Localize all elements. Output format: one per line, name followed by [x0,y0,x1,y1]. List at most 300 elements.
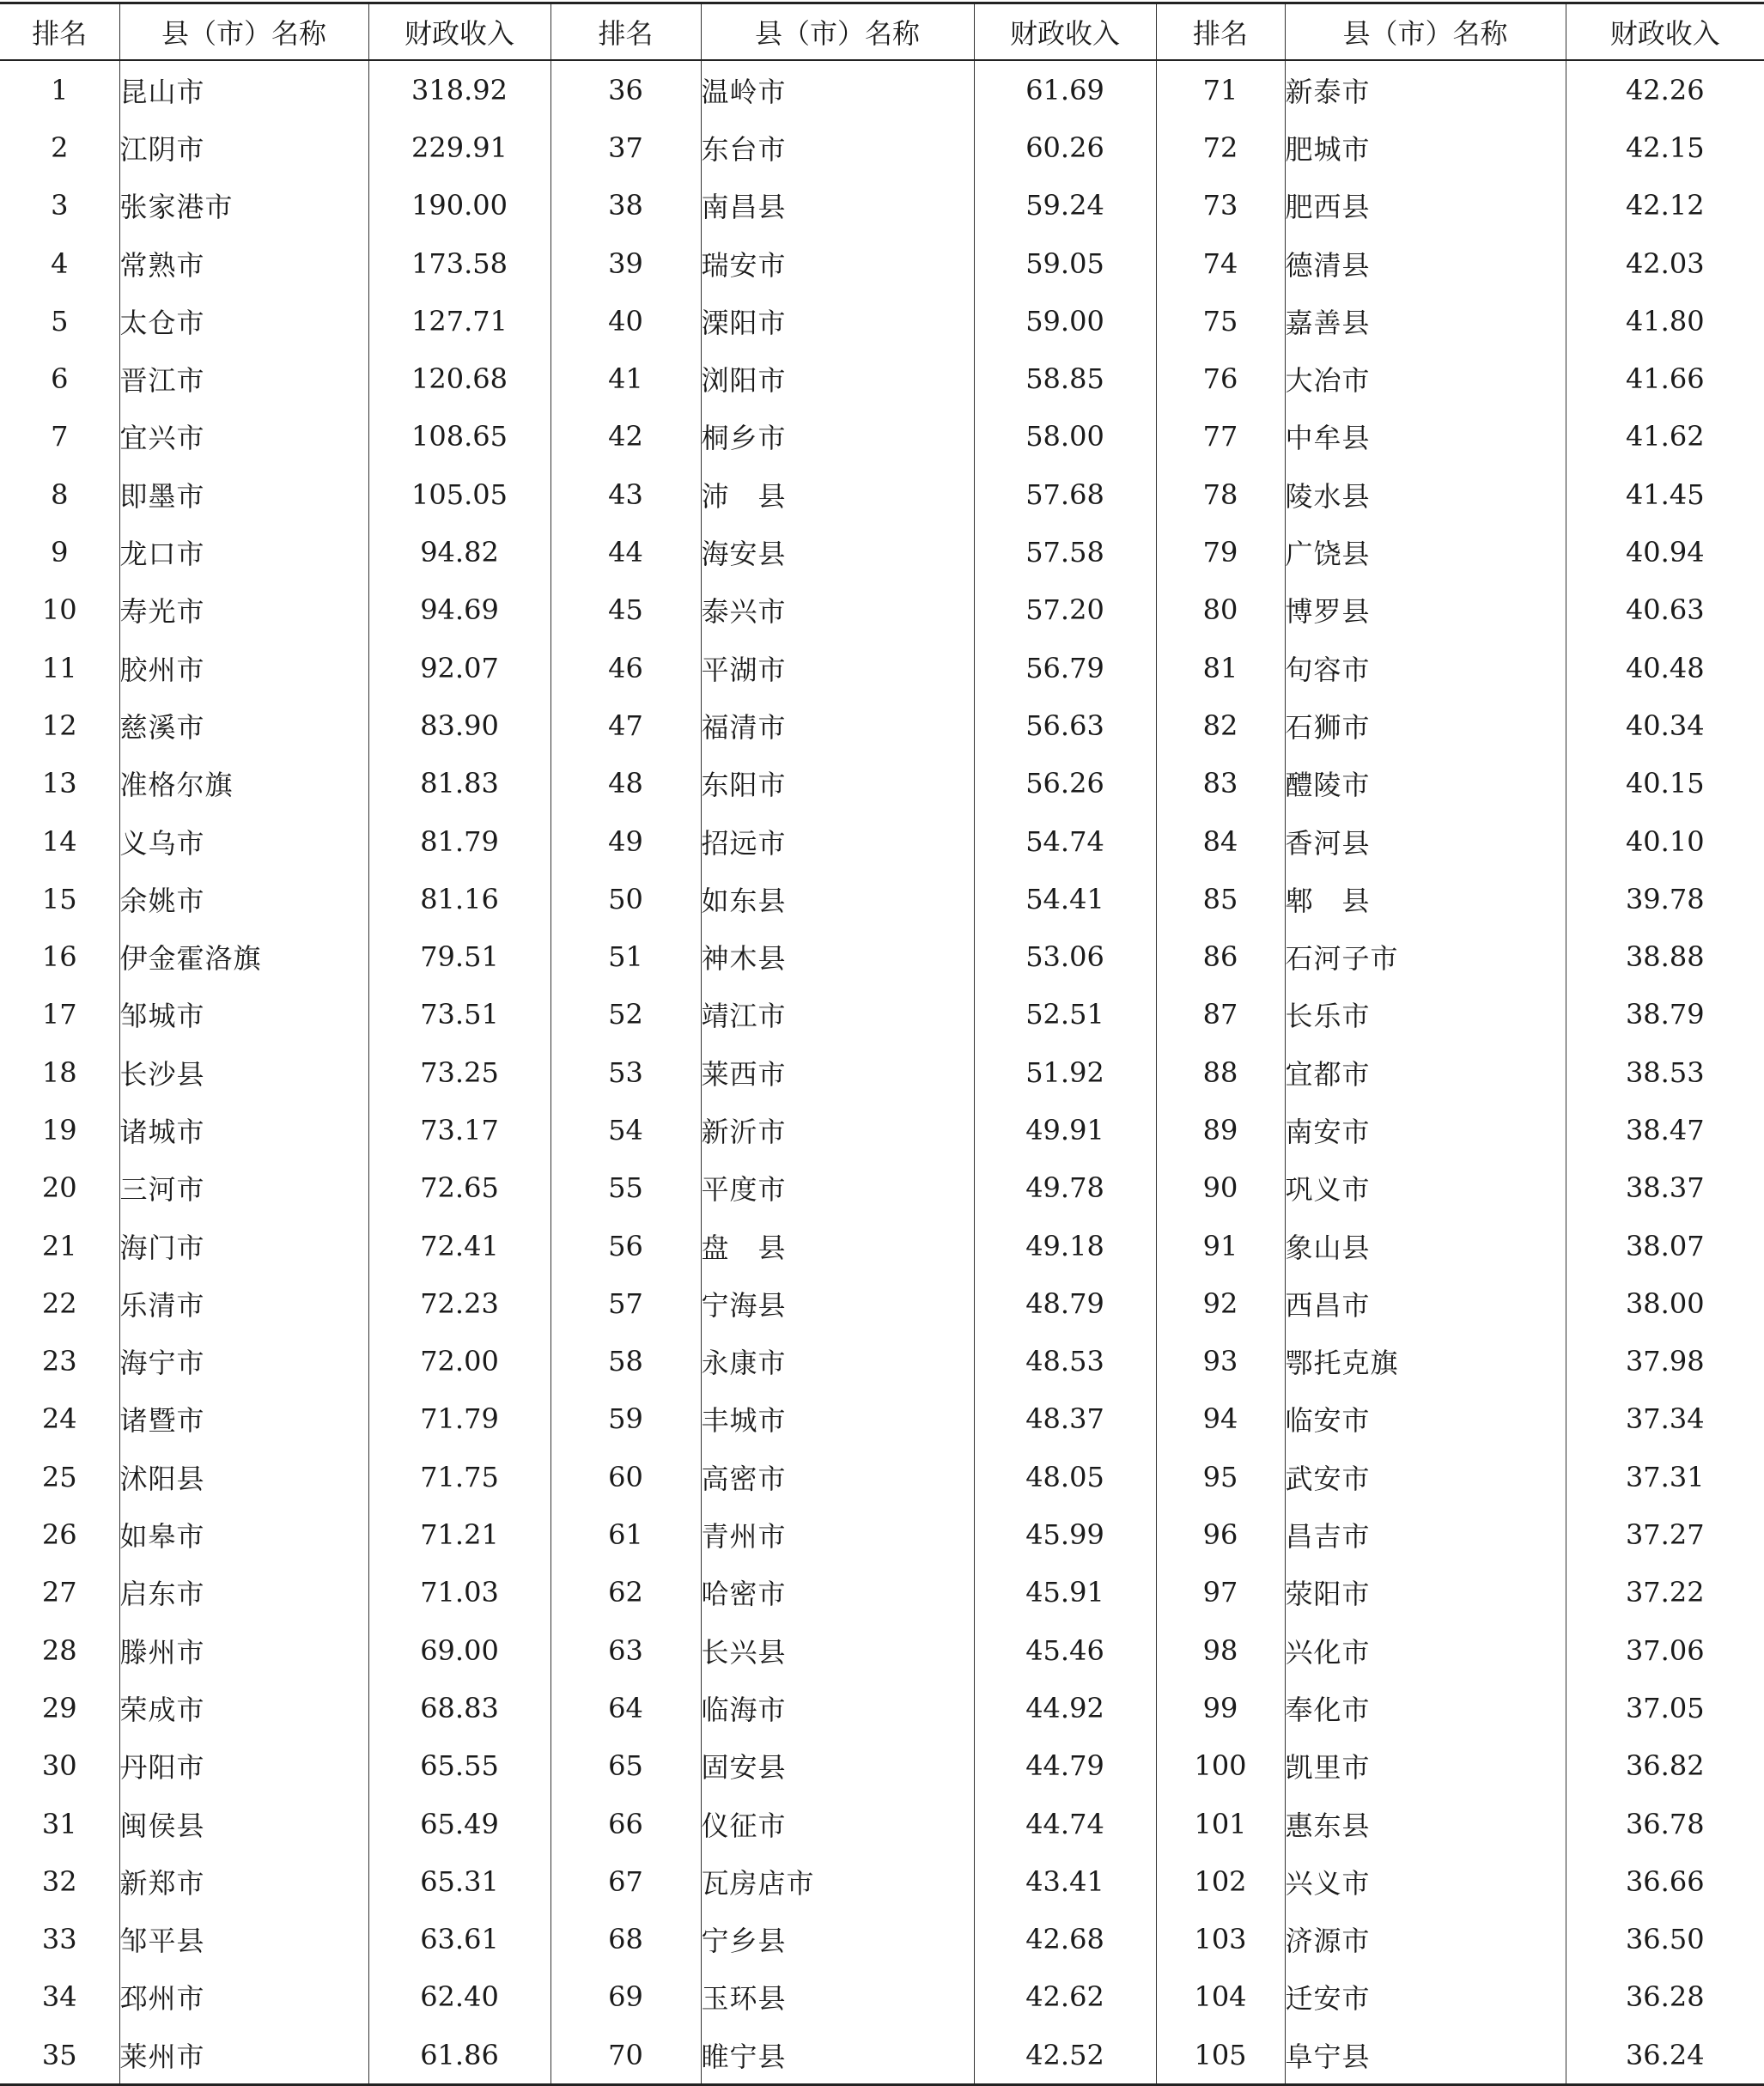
rank-cell: 10 [41,593,77,627]
county-name-cell: 南昌县 [701,177,974,234]
rank-cell: 78 [1156,465,1285,523]
rank-cell: 66 [550,1795,701,1852]
rank-cell: 52 [550,986,701,1043]
rank-cell: 105 [1156,2026,1285,2085]
county-name-cell: 石河子市 [1285,927,1566,985]
county-name-cell: 靖江市 [701,986,974,1043]
revenue-cell: 48.79 [974,1274,1156,1332]
county-name-cell: 海宁市 [119,1333,368,1390]
rank-cell: 55 [550,1159,701,1217]
revenue-cell: 38.79 [1566,986,1764,1043]
county-name-cell: 玉环县 [701,1968,974,2026]
revenue-cell: 37.98 [1566,1333,1764,1390]
revenue-cell: 52.51 [974,986,1156,1043]
revenue-cell: 105.05 [368,465,550,523]
rank-cell: 61 [550,1505,701,1563]
revenue-cell: 81.16 [368,870,550,927]
county-name-cell: 博罗县 [1285,581,1566,639]
county-name-cell: 神木县 [701,927,974,985]
county-name-cell: 宁乡县 [701,1911,974,1968]
county-name-cell: 肥西县 [1285,177,1566,234]
revenue-cell: 73.25 [368,1043,550,1101]
rank-cell: 41 [550,350,701,407]
rank-cell: 29 [41,1691,77,1724]
rank-cell: 77 [1156,408,1285,465]
table-row [0,1101,1764,1159]
revenue-cell: 36.50 [1566,1911,1764,1968]
county-name-cell: 海门市 [119,1217,368,1274]
rank-cell: 92 [1156,1274,1285,1332]
rank-cell: 100 [1156,1737,1285,1795]
county-name-cell: 浏阳市 [701,350,974,407]
rank-cell: 50 [550,870,701,927]
revenue-cell: 72.41 [368,1217,550,1274]
revenue-cell: 58.00 [974,408,1156,465]
rank-cell: 40 [550,292,701,350]
revenue-cell: 40.15 [1566,755,1764,812]
rank-cell: 48 [550,755,701,812]
county-name-cell: 莱州市 [119,2026,368,2085]
revenue-cell: 37.05 [1566,1679,1764,1736]
revenue-cell: 49.91 [974,1101,1156,1159]
rank-cell: 26 [41,1518,77,1552]
rank-cell: 71 [1156,60,1285,119]
revenue-cell: 92.07 [368,639,550,696]
county-name-cell: 固安县 [701,1737,974,1795]
rank-cell: 37 [550,119,701,176]
revenue-cell: 36.66 [1566,1852,1764,1910]
county-name-cell: 临安市 [1285,1390,1566,1448]
rank-cell: 93 [1156,1333,1285,1390]
rank-cell: 51 [550,927,701,985]
table-row [0,870,1764,927]
rank-cell: 80 [1156,581,1285,639]
rank-cell: 39 [550,234,701,292]
table-row [0,1333,1764,1390]
revenue-cell: 54.41 [974,870,1156,927]
county-name-cell: 海安县 [701,523,974,581]
revenue-cell: 61.69 [974,60,1156,119]
rank-cell: 67 [550,1852,701,1910]
table-row [0,1564,1764,1621]
table-row [0,523,1764,581]
county-name-cell: 中牟县 [1285,408,1566,465]
rank-cell: 90 [1156,1159,1285,1217]
county-name-cell: 石狮市 [1285,696,1566,754]
revenue-cell: 59.24 [974,177,1156,234]
table-row [0,1390,1764,1448]
rank-cell: 20 [41,1171,77,1205]
revenue-cell: 42.26 [1566,60,1764,119]
revenue-cell: 37.27 [1566,1505,1764,1563]
rank-cell: 49 [550,812,701,870]
rank-cell: 6 [51,362,69,396]
county-name-cell: 慈溪市 [119,696,368,754]
revenue-cell: 65.55 [368,1737,550,1795]
revenue-cell: 54.74 [974,812,1156,870]
revenue-cell: 49.78 [974,1159,1156,1217]
county-name-cell: 瑞安市 [701,234,974,292]
rank-cell: 14 [41,824,77,858]
revenue-cell: 62.40 [368,1968,550,2026]
table-row [0,177,1764,234]
revenue-cell: 65.31 [368,1852,550,1910]
rank-cell: 34 [41,1980,77,2014]
county-name-cell: 龙口市 [119,523,368,581]
revenue-cell: 127.71 [368,292,550,350]
county-name-cell: 南安市 [1285,1101,1566,1159]
revenue-cell: 37.31 [1566,1448,1764,1505]
table-row [0,1043,1764,1101]
table-row [0,2026,1764,2085]
rank-cell: 86 [1156,927,1285,985]
revenue-cell: 38.53 [1566,1043,1764,1101]
county-name-cell: 仪征市 [701,1795,974,1852]
county-name-cell: 临海市 [701,1679,974,1736]
revenue-cell: 229.91 [368,119,550,176]
county-name-cell: 莱西市 [701,1043,974,1101]
table-row [0,350,1764,407]
rank-cell: 64 [550,1679,701,1736]
county-name-cell: 盘 县 [701,1217,974,1274]
revenue-cell: 42.62 [974,1968,1156,2026]
header-county-name: 县（市）名称 [1285,3,1566,61]
rank-cell: 69 [550,1968,701,2026]
revenue-cell: 71.79 [368,1390,550,1448]
revenue-cell: 36.24 [1566,2026,1764,2085]
table-row [0,60,1764,119]
county-name-cell: 永康市 [701,1333,974,1390]
county-name-cell: 广饶县 [1285,523,1566,581]
revenue-cell: 83.90 [368,696,550,754]
rank-cell: 17 [41,998,77,1031]
county-name-cell: 肥城市 [1285,119,1566,176]
rank-cell: 32 [41,1864,77,1898]
revenue-cell: 42.52 [974,2026,1156,2085]
county-name-cell: 鄂托克旗 [1285,1333,1566,1390]
county-name-cell: 平湖市 [701,639,974,696]
county-name-cell: 平度市 [701,1159,974,1217]
revenue-cell: 72.00 [368,1333,550,1390]
county-name-cell: 启东市 [119,1564,368,1621]
county-name-cell: 余姚市 [119,870,368,927]
revenue-cell: 40.94 [1566,523,1764,581]
table-body [0,60,1764,2085]
county-name-cell: 邹城市 [119,986,368,1043]
rank-cell: 43 [550,465,701,523]
revenue-cell: 51.92 [974,1043,1156,1101]
county-name-cell: 招远市 [701,812,974,870]
rank-cell: 73 [1156,177,1285,234]
revenue-cell: 73.17 [368,1101,550,1159]
county-name-cell: 乐清市 [119,1274,368,1332]
rank-cell: 5 [51,304,69,338]
rank-cell: 42 [550,408,701,465]
revenue-cell: 53.06 [974,927,1156,985]
revenue-cell: 108.65 [368,408,550,465]
revenue-cell: 36.82 [1566,1737,1764,1795]
rank-cell: 28 [41,1633,77,1667]
table-row [0,696,1764,754]
revenue-cell: 38.07 [1566,1217,1764,1274]
revenue-cell: 40.48 [1566,639,1764,696]
county-name-cell: 邹平县 [119,1911,368,1968]
county-name-cell: 桐乡市 [701,408,974,465]
table-row [0,1737,1764,1795]
county-name-cell: 丹阳市 [119,1737,368,1795]
rank-cell: 38 [550,177,701,234]
revenue-cell: 120.68 [368,350,550,407]
revenue-cell: 79.51 [368,927,550,985]
county-name-cell: 宁海县 [701,1274,974,1332]
rank-cell: 60 [550,1448,701,1505]
rank-cell: 104 [1156,1968,1285,2026]
county-name-cell: 惠东县 [1285,1795,1566,1852]
revenue-cell: 63.61 [368,1911,550,1968]
revenue-cell: 173.58 [368,234,550,292]
county-name-cell: 阜宁县 [1285,2026,1566,2085]
county-name-cell: 兴义市 [1285,1852,1566,1910]
county-name-cell: 太仓市 [119,292,368,350]
rank-cell: 15 [41,882,77,915]
county-name-cell: 郫 县 [1285,870,1566,927]
rank-cell: 36 [550,60,701,119]
revenue-cell: 42.12 [1566,177,1764,234]
county-name-cell: 溧阳市 [701,292,974,350]
revenue-cell: 41.45 [1566,465,1764,523]
rank-cell: 35 [41,2038,77,2071]
revenue-cell: 37.06 [1566,1621,1764,1679]
rank-cell: 59 [550,1390,701,1448]
header-rank: 排名 [0,3,119,61]
rank-cell: 18 [41,1055,77,1089]
table-row [0,1679,1764,1736]
rank-cell: 30 [41,1749,77,1783]
county-name-cell: 张家港市 [119,177,368,234]
table-row [0,1448,1764,1505]
county-name-cell: 嘉善县 [1285,292,1566,350]
county-name-cell: 滕州市 [119,1621,368,1679]
county-name-cell: 温岭市 [701,60,974,119]
table-row [0,119,1764,176]
rank-cell: 9 [51,536,69,569]
county-name-cell: 如东县 [701,870,974,927]
revenue-cell: 57.68 [974,465,1156,523]
county-name-cell: 德清县 [1285,234,1566,292]
revenue-cell: 41.66 [1566,350,1764,407]
rank-cell: 24 [41,1402,77,1436]
county-name-cell: 如皋市 [119,1505,368,1563]
rank-cell: 87 [1156,986,1285,1043]
revenue-cell: 42.15 [1566,119,1764,176]
county-name-cell: 奉化市 [1285,1679,1566,1736]
rank-cell: 45 [550,581,701,639]
county-name-cell: 西昌市 [1285,1274,1566,1332]
revenue-cell: 318.92 [368,60,550,119]
revenue-cell: 71.03 [368,1564,550,1621]
revenue-cell: 190.00 [368,177,550,234]
county-name-cell: 醴陵市 [1285,755,1566,812]
revenue-cell: 41.62 [1566,408,1764,465]
rank-cell: 85 [1156,870,1285,927]
rank-cell: 65 [550,1737,701,1795]
revenue-cell: 42.68 [974,1911,1156,1968]
county-name-cell: 迁安市 [1285,1968,1566,2026]
county-name-cell: 沭阳县 [119,1448,368,1505]
rank-cell: 1 [51,73,69,106]
rank-cell: 7 [51,420,69,453]
revenue-cell: 48.53 [974,1333,1156,1390]
revenue-cell: 56.26 [974,755,1156,812]
county-name-cell: 伊金霍洛旗 [119,927,368,985]
county-name-cell: 宜兴市 [119,408,368,465]
table-row [0,1505,1764,1563]
rank-cell: 81 [1156,639,1285,696]
revenue-cell: 71.75 [368,1448,550,1505]
rank-cell: 101 [1156,1795,1285,1852]
rank-cell: 99 [1156,1679,1285,1736]
county-name-cell: 东台市 [701,119,974,176]
table-row [0,755,1764,812]
revenue-cell: 65.49 [368,1795,550,1852]
county-name-cell: 哈密市 [701,1564,974,1621]
revenue-cell: 73.51 [368,986,550,1043]
rank-cell: 16 [41,940,77,974]
county-name-cell: 邳州市 [119,1968,368,2026]
county-name-cell: 丰城市 [701,1390,974,1448]
revenue-cell: 36.28 [1566,1968,1764,2026]
revenue-cell: 49.18 [974,1217,1156,1274]
revenue-cell: 48.37 [974,1390,1156,1448]
county-name-cell: 诸城市 [119,1101,368,1159]
table-row [0,986,1764,1043]
table-row [0,1159,1764,1217]
revenue-cell: 60.26 [974,119,1156,176]
county-name-cell: 象山县 [1285,1217,1566,1274]
revenue-cell: 44.92 [974,1679,1156,1736]
revenue-cell: 40.10 [1566,812,1764,870]
county-name-cell: 常熟市 [119,234,368,292]
revenue-cell: 56.79 [974,639,1156,696]
revenue-cell: 48.05 [974,1448,1156,1505]
revenue-cell: 68.83 [368,1679,550,1736]
rank-cell: 21 [41,1229,77,1262]
rank-cell: 25 [41,1460,77,1493]
rank-cell: 33 [41,1923,77,1956]
revenue-cell: 81.83 [368,755,550,812]
table-row [0,408,1764,465]
table-header-row [0,3,1764,61]
revenue-cell: 38.88 [1566,927,1764,985]
rank-cell: 44 [550,523,701,581]
county-name-cell: 青州市 [701,1505,974,1563]
county-name-cell: 晋江市 [119,350,368,407]
county-name-cell: 睢宁县 [701,2026,974,2085]
rank-cell: 82 [1156,696,1285,754]
rank-cell: 4 [51,246,69,280]
table-row [0,292,1764,350]
rank-cell: 88 [1156,1043,1285,1101]
rank-cell: 94 [1156,1390,1285,1448]
rank-cell: 54 [550,1101,701,1159]
county-name-cell: 大冶市 [1285,350,1566,407]
rank-cell: 72 [1156,119,1285,176]
rank-cell: 27 [41,1576,77,1609]
rank-cell: 97 [1156,1564,1285,1621]
revenue-cell: 38.37 [1566,1159,1764,1217]
revenue-cell: 57.58 [974,523,1156,581]
revenue-cell: 36.78 [1566,1795,1764,1852]
county-name-cell: 诸暨市 [119,1390,368,1448]
county-name-cell: 荥阳市 [1285,1564,1566,1621]
revenue-cell: 81.79 [368,812,550,870]
county-name-cell: 即墨市 [119,465,368,523]
table-row [0,1968,1764,2026]
revenue-cell: 57.20 [974,581,1156,639]
revenue-cell: 39.78 [1566,870,1764,927]
revenue-cell: 37.34 [1566,1390,1764,1448]
rank-cell: 53 [550,1043,701,1101]
revenue-cell: 94.69 [368,581,550,639]
county-name-cell: 准格尔旗 [119,755,368,812]
county-name-cell: 三河市 [119,1159,368,1217]
county-name-cell: 高密市 [701,1448,974,1505]
rank-cell: 103 [1156,1911,1285,1968]
header-rank: 排名 [550,3,701,61]
revenue-cell: 40.63 [1566,581,1764,639]
county-name-cell: 兴化市 [1285,1621,1566,1679]
rank-cell: 11 [41,651,77,684]
revenue-cell: 45.99 [974,1505,1156,1563]
revenue-cell: 40.34 [1566,696,1764,754]
revenue-cell: 94.82 [368,523,550,581]
rank-cell: 12 [41,709,77,742]
rank-cell: 89 [1156,1101,1285,1159]
county-name-cell: 沛 县 [701,465,974,523]
county-name-cell: 句容市 [1285,639,1566,696]
rank-cell: 56 [550,1217,701,1274]
rank-cell: 76 [1156,350,1285,407]
revenue-cell: 38.00 [1566,1274,1764,1332]
county-name-cell: 宜都市 [1285,1043,1566,1101]
rank-cell: 22 [41,1286,77,1320]
rank-cell: 83 [1156,755,1285,812]
revenue-cell: 61.86 [368,2026,550,2085]
county-name-cell: 新泰市 [1285,60,1566,119]
rank-cell: 98 [1156,1621,1285,1679]
revenue-cell: 56.63 [974,696,1156,754]
revenue-cell: 72.65 [368,1159,550,1217]
revenue-cell: 59.00 [974,292,1156,350]
county-name-cell: 新沂市 [701,1101,974,1159]
rank-cell: 57 [550,1274,701,1332]
revenue-cell: 41.80 [1566,292,1764,350]
county-name-cell: 长兴县 [701,1621,974,1679]
rank-cell: 58 [550,1333,701,1390]
revenue-cell: 37.22 [1566,1564,1764,1621]
header-rank: 排名 [1156,3,1285,61]
table-row [0,1852,1764,1910]
table-row [0,1911,1764,1968]
rank-cell: 96 [1156,1505,1285,1563]
revenue-cell: 38.47 [1566,1101,1764,1159]
county-name-cell: 荣成市 [119,1679,368,1736]
header-revenue: 财政收入 [368,3,550,61]
rank-cell: 62 [550,1564,701,1621]
rank-cell: 79 [1156,523,1285,581]
header-county-name: 县（市）名称 [701,3,974,61]
header-county-name: 县（市）名称 [119,3,368,61]
